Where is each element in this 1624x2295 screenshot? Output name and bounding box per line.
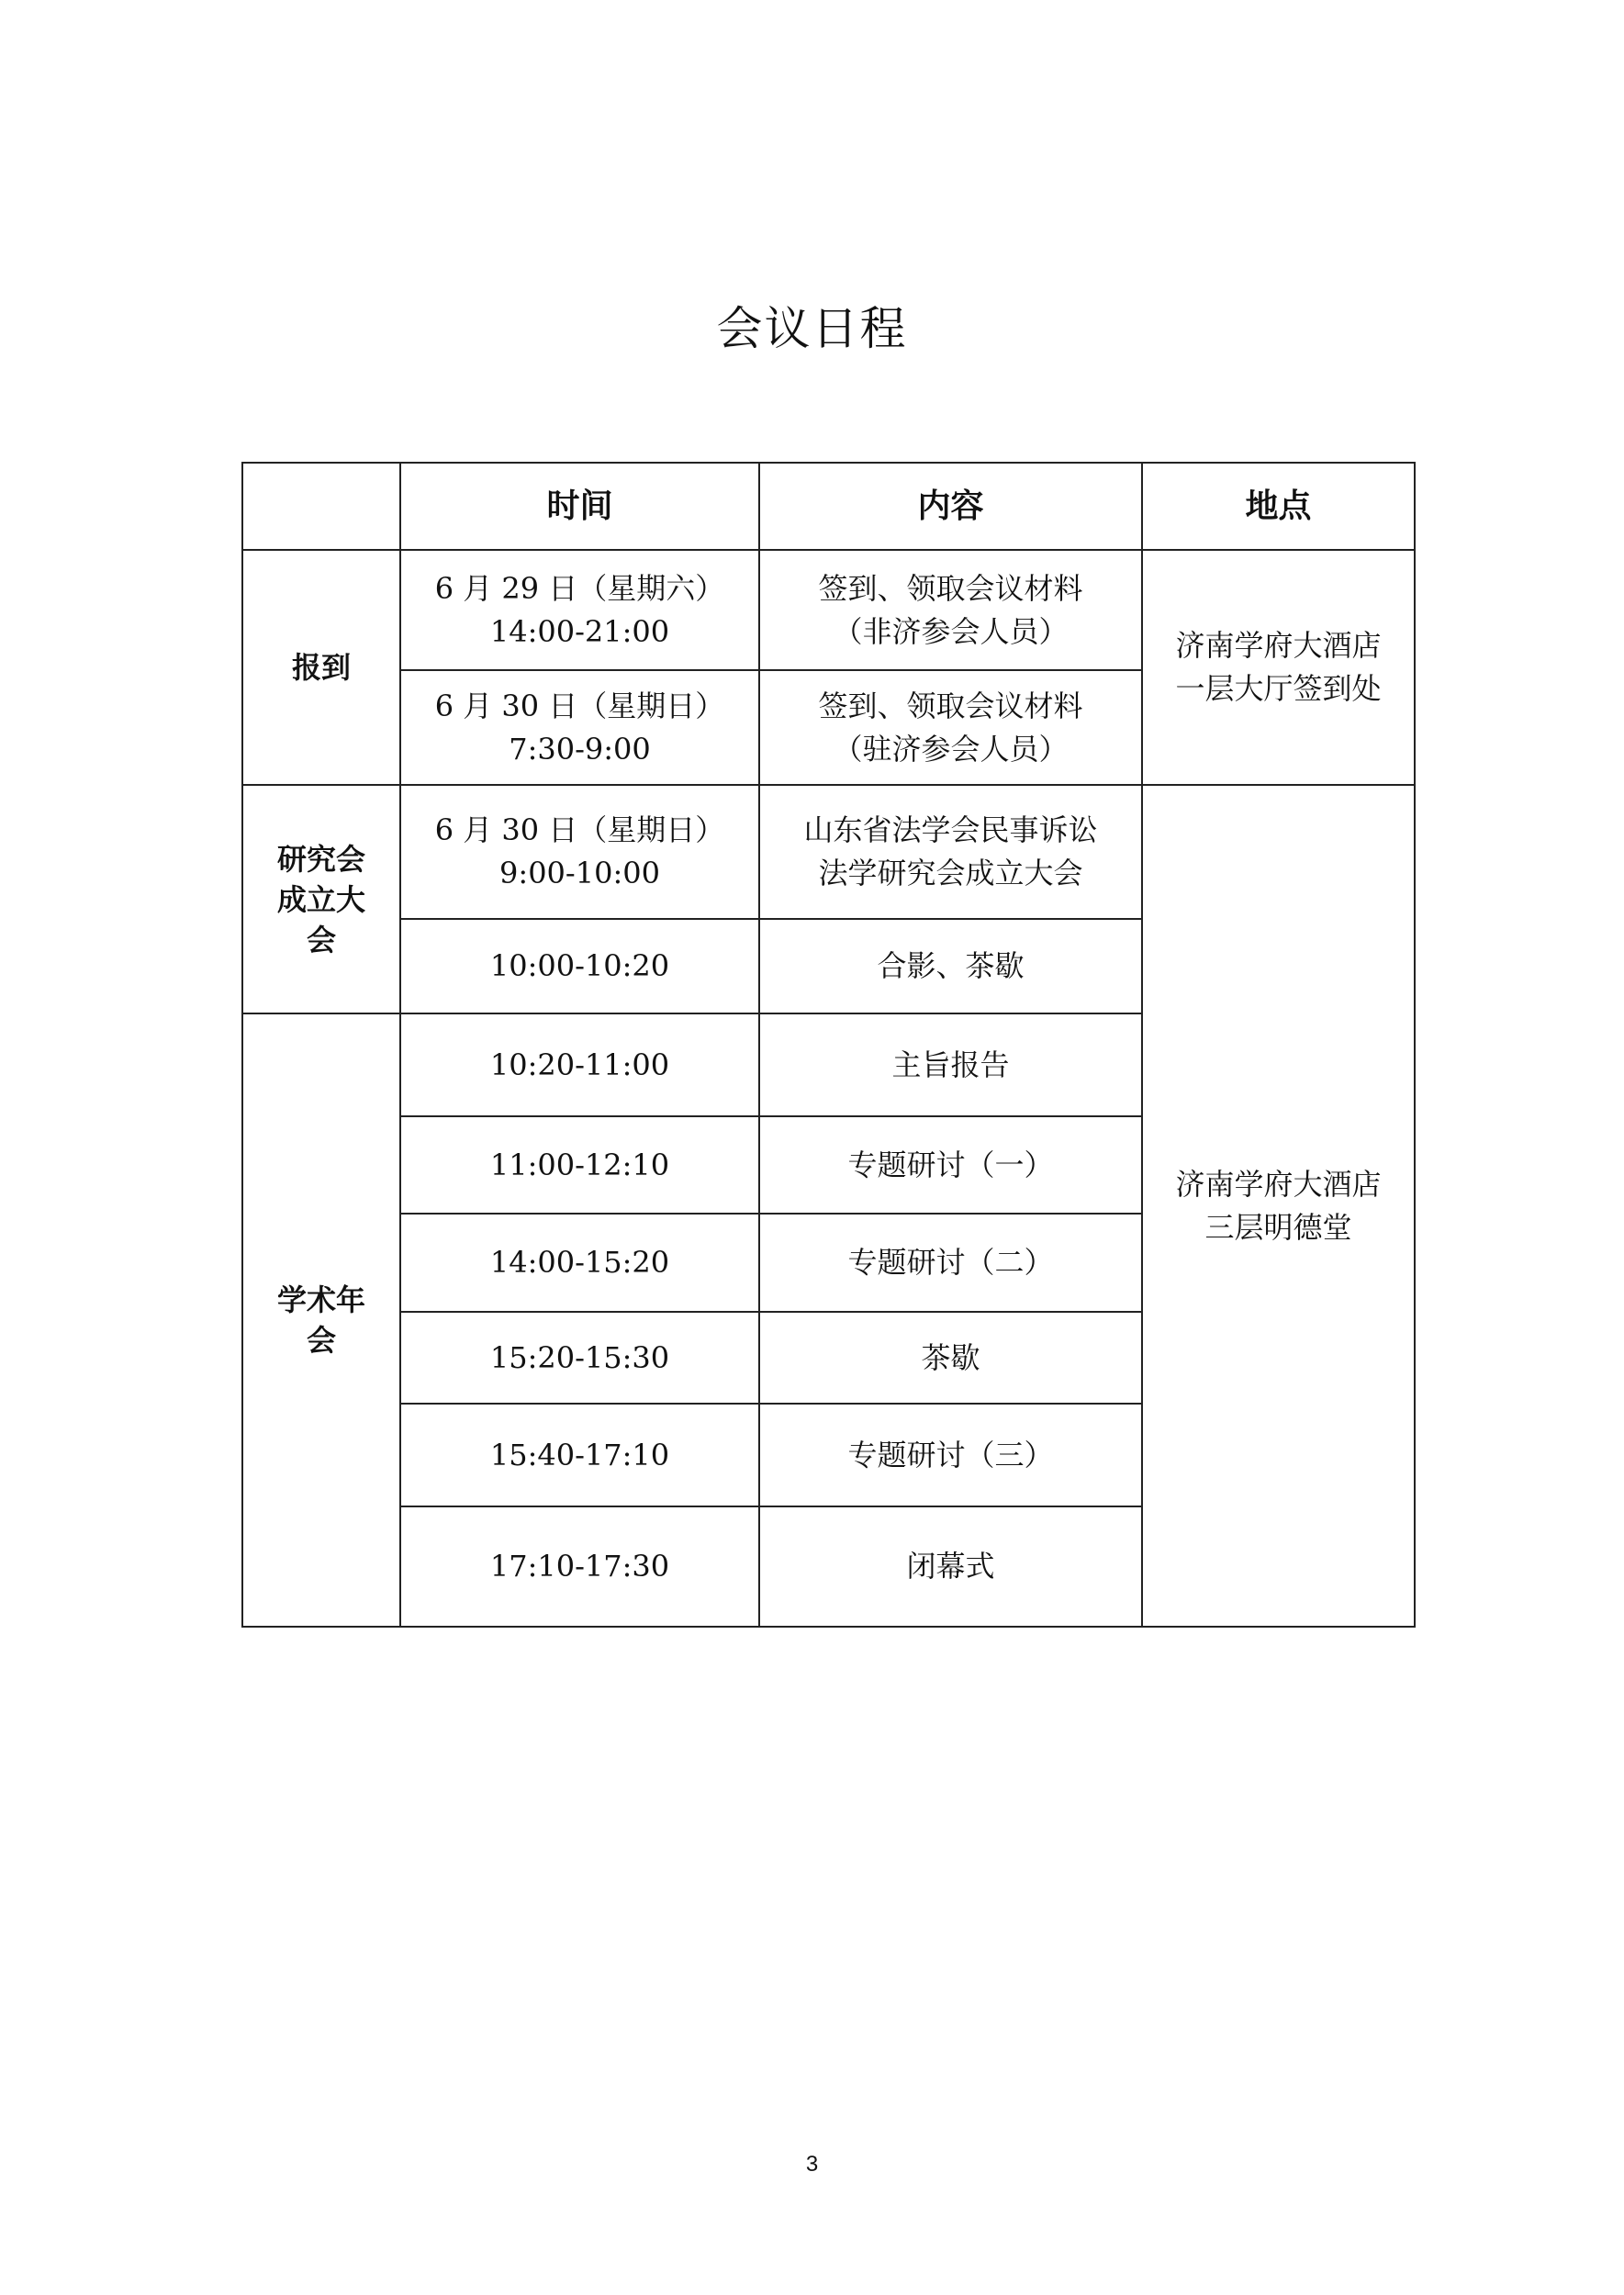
time-cell xyxy=(400,1312,759,1404)
content-line: 山东省法学会民事诉讼 xyxy=(803,812,1098,847)
content-cell xyxy=(759,550,1142,670)
section-label-line: 研究会 xyxy=(276,841,365,877)
time-line: 17:10-17:30 xyxy=(489,1549,670,1584)
section-label-founding xyxy=(242,785,400,1013)
content-cell xyxy=(759,785,1142,919)
time-cell xyxy=(400,1214,759,1312)
time-cell xyxy=(400,1116,759,1214)
content-line: 专题研讨（三） xyxy=(847,1437,1054,1472)
time-cell xyxy=(400,919,759,1013)
content-cell xyxy=(759,1116,1142,1214)
table-row xyxy=(242,550,1415,670)
content-line: （非济参会人员） xyxy=(833,613,1069,649)
time-line: 15:40-17:10 xyxy=(489,1437,670,1472)
content-cell xyxy=(759,1312,1142,1404)
content-line: 合影、茶歇 xyxy=(877,948,1025,983)
location-line: 三层明德堂 xyxy=(1204,1209,1352,1245)
content-line: 签到、领取会议材料 xyxy=(818,688,1083,723)
time-line: 10:20-11:00 xyxy=(489,1047,670,1082)
content-line: 主旨报告 xyxy=(891,1047,1010,1082)
content-line: 法学研究会成立大会 xyxy=(818,856,1083,890)
section-label-registration xyxy=(242,550,400,785)
location-cell-main-hall xyxy=(1142,785,1415,1627)
time-line: 9:00-10:00 xyxy=(499,856,660,890)
time-line: 14:00-21:00 xyxy=(489,613,670,649)
header-location: 地点 xyxy=(1142,463,1415,550)
content-cell xyxy=(759,1404,1142,1506)
time-line: 10:00-10:20 xyxy=(489,948,670,983)
time-line: 14:00-15:20 xyxy=(489,1245,670,1280)
page-title: 会议日程 xyxy=(716,302,908,355)
time-cell xyxy=(400,550,759,670)
content-cell xyxy=(759,670,1142,785)
header-time: 时间 xyxy=(400,463,759,550)
page-number: 3 xyxy=(805,2152,819,2177)
location-line: 济南学府大酒店 xyxy=(1175,628,1382,663)
location-line: 济南学府大酒店 xyxy=(1175,1166,1382,1202)
section-label-line: 会 xyxy=(306,1323,336,1358)
content-line: 专题研讨（一） xyxy=(847,1147,1054,1182)
content-line: 闭幕式 xyxy=(906,1549,995,1584)
content-cell xyxy=(759,1214,1142,1312)
time-cell xyxy=(400,670,759,785)
section-label-line: 报到 xyxy=(291,650,351,685)
header-content: 内容 xyxy=(759,463,1142,550)
time-line: 15:20-15:30 xyxy=(489,1339,670,1375)
time-line: 6 月 29 日（星期六） xyxy=(434,570,725,606)
time-line: 7:30-9:00 xyxy=(509,731,651,767)
content-line: 签到、领取会议材料 xyxy=(818,570,1083,606)
section-label-line: 成立大 xyxy=(276,881,365,917)
location-cell-registration xyxy=(1142,550,1415,785)
time-cell xyxy=(400,1404,759,1506)
table-header-row xyxy=(242,463,1415,550)
time-cell xyxy=(400,1013,759,1116)
content-cell xyxy=(759,919,1142,1013)
content-line: （驻济参会人员） xyxy=(833,731,1069,767)
table-row xyxy=(242,785,1415,919)
section-label-line: 学术年 xyxy=(276,1282,365,1317)
header-blank-cell xyxy=(242,463,400,550)
location-line: 一层大厅签到处 xyxy=(1175,671,1382,706)
content-line: 专题研讨（二） xyxy=(847,1245,1054,1280)
schedule-table xyxy=(241,462,1416,1628)
time-cell xyxy=(400,785,759,919)
content-line: 茶歇 xyxy=(921,1339,980,1375)
time-line: 6 月 30 日（星期日） xyxy=(434,688,725,723)
content-cell xyxy=(759,1013,1142,1116)
time-cell xyxy=(400,1506,759,1627)
time-line: 11:00-12:10 xyxy=(489,1147,670,1182)
section-label-line: 会 xyxy=(306,922,336,957)
section-label-academic xyxy=(242,1013,400,1627)
content-cell xyxy=(759,1506,1142,1627)
time-line: 6 月 30 日（星期日） xyxy=(434,812,725,847)
